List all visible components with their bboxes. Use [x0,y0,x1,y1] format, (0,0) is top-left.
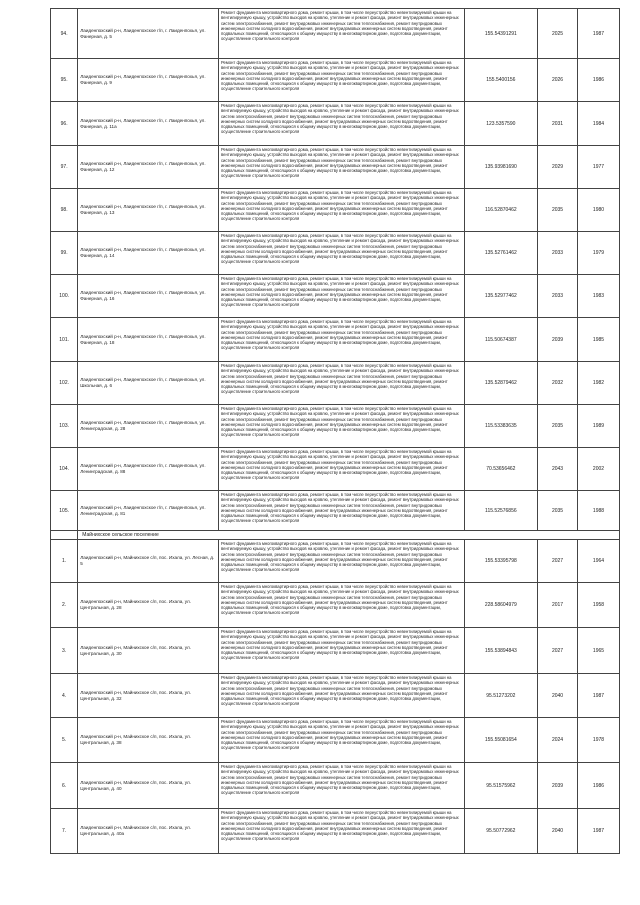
row-address: Лаиденпохский р-н, Лаиденпохское г/п, г. Лаиденпохья, ул. Фанерная, д. 5 [78,9,219,59]
row-build-year: 1986 [577,59,619,102]
row-plan-year: 2033 [538,232,578,275]
table-row [51,540,620,583]
row-work-description: Ремонт фундамента многоквартирного дома, ремонт крыши, в том числе переустройство невентилируемой крыши на вентилируемую крышу, устройство выходов на кровлю, утепление и ремонт фасада, ремонт внутридомовых инженерных систем электроснабжения, ремонт внутридомовых инженерных систем теплоснабжения, ремонт внутридомовых инженерных систем холодного водоснабжения, ремонт внутридомовых инженерных систем водоотведения, ремонт подвальных помещений, относящихся к общему имуществу в многоквартирном доме, подготовка документации, осуществление строительного контроля [218,102,464,146]
row-address: Лаиденпохский р-н, Лаиденпохское г/п, г. Лаиденпохья, ул. Фанерная, д. 18 [78,318,219,362]
row-build-year: 1987 [577,674,619,718]
row-work-description: Ремонт фундамента многоквартирного дома, ремонт крыши, в том числе переустройство невентилируемой крыши на вентилируемую крышу, устройство выходов на кровлю, утепление и ремонт фасада, ремонт внутридомовых инженерных систем электроснабжения, ремонт внутридомовых инженерных систем теплоснабжения, ремонт внутридомовых инженерных систем холодного водоснабжения, ремонт внутридомовых инженерных систем водоотведения, ремонт подвальных помещений, относящихся к общему имуществу в многоквартирном доме, подготовка документации, осуществление строительного контроля [218,405,464,448]
row-address: Лаиденпохский р-н, Лаиденпохское г/п, г. Лаиденпохья, ул. Фанерная, д. 11а [78,102,219,146]
table-row [51,275,620,318]
row-work-description: Ремонт фундамента многоквартирного дома, ремонт крыши, в том числе переустройство невентилируемой крыши на вентилируемую крышу, устройство выходов на кровлю, утепление и ремонт фасада, ремонт внутридомовых инженерных систем электроснабжения, ремонт внутридомовых инженерных систем теплоснабжения, ремонт внутридомовых инженерных систем холодного водоснабжения, ремонт внутридомовых инженерных систем водоотведения, ремонт подвальных помещений, относящихся к общему имуществу в многоквартирном доме, подготовка документации, осуществление строительного контроля [218,146,464,189]
row-number: 99. [51,232,78,275]
row-address: Лаиденпохский р-н, Лаиденпохское г/п, г. Лаиденпохья, ул. Школьная, д. 6 [78,362,219,405]
table-row [51,232,620,275]
row-cost: 155.53894843 [464,628,537,674]
row-work-description: Ремонт фундамента многоквартирного дома, ремонт крыши, в том числе переустройство невентилируемой крыши на вентилируемую крышу, устройство выходов на кровлю, утепление и ремонт фасада, ремонт внутридомовых инженерных систем электроснабжения, ремонт внутридомовых инженерных систем теплоснабжения, ремонт внутридомовых инженерных систем холодного водоснабжения, ремонт внутридомовых инженерных систем водоотведения, ремонт подвальных помещений, относящихся к общему имуществу в многоквартирном доме, подготовка документации, осуществление строительного контроля [218,583,464,628]
table-row [51,628,620,674]
row-cost: 115.50674387 [464,318,537,362]
table-row [51,102,620,146]
table-row [51,362,620,405]
row-plan-year: 2043 [538,448,578,491]
table-row [51,318,620,362]
row-work-description: Ремонт фундамента многоквартирного дома, ремонт крыши, в том числе переустройство невентилируемой крыши на вентилируемую крышу, устройство выходов на кровлю, утепление и ремонт фасада, ремонт внутридомовых инженерных систем электроснабжения, ремонт внутридомовых инженерных систем теплоснабжения, ремонт внутридомовых инженерных систем холодного водоснабжения, ремонт внутридомовых инженерных систем водоотведения, ремонт подвальных помещений, относящихся к общему имуществу в многоквартирном доме, подготовка документации, осуществление строительного контроля [218,59,464,102]
row-number: 98. [51,189,78,232]
row-build-year: 1987 [577,9,619,59]
section-label: Майнихское сельское поселение [78,531,620,540]
row-build-year: 1965 [577,628,619,674]
row-build-year: 1978 [577,718,619,763]
row-work-description: Ремонт фундамента многоквартирного дома, ремонт крыши, в том числе переустройство невентилируемой крыши на вентилируемую крышу, устройство выходов на кровлю, утепление и ремонт фасада, ремонт внутридомовых инженерных систем электроснабжения, ремонт внутридомовых инженерных систем теплоснабжения, ремонт внутридомовых инженерных систем холодного водоснабжения, ремонт внутридомовых инженерных систем водоотведения, ремонт подвальных помещений, относящихся к общему имуществу в многоквартирном доме, подготовка документации, осуществление строительного контроля [218,763,464,809]
row-cost: 115.53383635 [464,405,537,448]
row-plan-year: 2039 [538,318,578,362]
row-address: Лаиденпохский р-н, Лаиденпохское г/п, г. Лаиденпохья, ул. Ленинградская, д. 81 [78,491,219,531]
row-cost: 95.50772962 [464,809,537,854]
row-work-description: Ремонт фундамента многоквартирного дома, ремонт крыши, в том числе переустройство невентилируемой крыши на вентилируемую крышу, устройство выходов на кровлю, утепление и ремонт фасада, ремонт внутридомовых инженерных систем электроснабжения, ремонт внутридомовых инженерных систем теплоснабжения, ремонт внутридомовых инженерных систем холодного водоснабжения, ремонт внутридомовых инженерных систем водоотведения, ремонт подвальных помещений, относящихся к общему имуществу в многоквартирном доме, подготовка документации, осуществление строительного контроля [218,540,464,583]
row-address: Лаиденпохский р-н, Майнихское с/п, пос. Ихала, ул. Центральная, д. 32 [78,674,219,718]
row-address: Лаиденпохский р-н, Майнихское с/п, пос. Ихала, ул. Центральная, д. 38 [78,718,219,763]
row-build-year: 1980 [577,189,619,232]
table-body-mainihskoe [51,540,620,854]
row-cost: 155.5400156 [464,59,537,102]
row-address: Лаиденпохский р-н, Майнихское с/п, пос. Ихала, ул. Центральная, д. 28 [78,583,219,628]
row-number: 103. [51,405,78,448]
row-number: 94. [51,9,78,59]
row-cost: 95.51575962 [464,763,537,809]
row-address: Лаиденпохский р-н, Лаиденпохское г/п, г. Лаиденпохья, ул. Фанерная, д. 14 [78,232,219,275]
table-row [51,674,620,718]
row-work-description: Ремонт фундамента многоквартирного дома, ремонт крыши, в том числе переустройство невентилируемой крыши на вентилируемую крышу, устройство выходов на кровлю, утепление и ремонт фасада, ремонт внутридомовых инженерных систем электроснабжения, ремонт внутридомовых инженерных систем теплоснабжения, ремонт внутридомовых инженерных систем холодного водоснабжения, ремонт внутридомовых инженерных систем водоотведения, ремонт подвальных помещений, относящихся к общему имуществу в многоквартирном доме, подготовка документации, осуществление строительного контроля [218,491,464,531]
row-address: Лаиденпохский р-н, Лаиденпохское г/п, г. Лаиденпохья, ул. Фанерная, д. 13 [78,189,219,232]
row-cost: 228.58604979 [464,583,537,628]
row-address: Лаиденпохский р-н, Лаиденпохское г/п, г. Лаиденпохья, ул. Фанерная, д. 12 [78,146,219,189]
row-build-year: 1984 [577,102,619,146]
table-row [51,146,620,189]
row-address: Лаиденпохский р-н, Лаиденпохское г/п, г. Лаиденпохья, ул. Фанерная, д. 16 [78,275,219,318]
row-plan-year: 2035 [538,491,578,531]
table-section-header [51,531,620,540]
row-plan-year: 2040 [538,674,578,718]
row-work-description: Ремонт фундамента многоквартирного дома, ремонт крыши, в том числе переустройство невентилируемой крыши на вентилируемую крышу, устройство выходов на кровлю, утепление и ремонт фасада, ремонт внутридомовых инженерных систем электроснабжения, ремонт внутридомовых инженерных систем теплоснабжения, ремонт внутридомовых инженерных систем холодного водоснабжения, ремонт внутридомовых инженерных систем водоотведения, ремонт подвальных помещений, относящихся к общему имуществу в многоквартирном доме, подготовка документации, осуществление строительного контроля [218,232,464,275]
row-number: 101. [51,318,78,362]
row-build-year: 1983 [577,275,619,318]
row-number: 100. [51,275,78,318]
row-work-description: Ремонт фундамента многоквартирного дома, ремонт крыши, в том числе переустройство невентилируемой крыши на вентилируемую крышу, устройство выходов на кровлю, утепление и ремонт фасада, ремонт внутридомовых инженерных систем электроснабжения, ремонт внутридомовых инженерных систем теплоснабжения, ремонт внутридомовых инженерных систем холодного водоснабжения, ремонт внутридомовых инженерных систем водоотведения, ремонт подвальных помещений, относящихся к общему имуществу в многоквартирном доме, подготовка документации, осуществление строительного контроля [218,189,464,232]
row-work-description: Ремонт фундамента многоквартирного дома, ремонт крыши, в том числе переустройство невентилируемой крыши на вентилируемую крышу, устройство выходов на кровлю, утепление и ремонт фасада, ремонт внутридомовых инженерных систем электроснабжения, ремонт внутридомовых инженерных систем теплоснабжения, ремонт внутридомовых инженерных систем холодного водоснабжения, ремонт внутридомовых инженерных систем водоотведения, ремонт подвальных помещений, относящихся к общему имуществу в многоквартирном доме, подготовка документации, осуществление строительного контроля [218,674,464,718]
row-build-year: 1977 [577,146,619,189]
row-work-description: Ремонт фундамента многоквартирного дома, ремонт крыши, в том числе переустройство невентилируемой крыши на вентилируемую крышу, устройство выходов на кровлю, утепление и ремонт фасада, ремонт внутридомовых инженерных систем электроснабжения, ремонт внутридомовых инженерных систем теплоснабжения, ремонт внутридомовых инженерных систем холодного водоснабжения, ремонт внутридомовых инженерных систем водоотведения, ремонт подвальных помещений, относящихся к общему имуществу в многоквартирном доме, подготовка документации, осуществление строительного контроля [218,9,464,59]
row-cost: 116.52870462 [464,189,537,232]
table-body-lahdenpohja [51,9,620,531]
row-build-year: 1989 [577,405,619,448]
table-row [51,9,620,59]
row-plan-year: 2027 [538,540,578,583]
table-row [51,59,620,102]
table-row [51,448,620,491]
row-cost: 135.52761462 [464,232,537,275]
row-address: Лаиденпохский р-н, Лаиденпохское г/п, г. Лаиденпохья, ул. Фанерная, д. 9 [78,59,219,102]
row-work-description: Ремонт фундамента многоквартирного дома, ремонт крыши, в том числе переустройство невентилируемой крыши на вентилируемую крышу, устройство выходов на кровлю, утепление и ремонт фасада, ремонт внутридомовых инженерных систем электроснабжения, ремонт внутридомовых инженерных систем теплоснабжения, ремонт внутридомовых инженерных систем холодного водоснабжения, ремонт внутридомовых инженерных систем водоотведения, ремонт подвальных помещений, относящихся к общему имуществу в многоквартирном доме, подготовка документации, осуществление строительного контроля [218,275,464,318]
row-plan-year: 2031 [538,102,578,146]
row-build-year: 1987 [577,809,619,854]
row-plan-year: 2029 [538,146,578,189]
row-plan-year: 2039 [538,763,578,809]
row-work-description: Ремонт фундамента многоквартирного дома, ремонт крыши, в том числе переустройство невентилируемой крыши на вентилируемую крышу, устройство выходов на кровлю, утепление и ремонт фасада, ремонт внутридомовых инженерных систем электроснабжения, ремонт внутридомовых инженерных систем теплоснабжения, ремонт внутридомовых инженерных систем холодного водоснабжения, ремонт внутридомовых инженерных систем водоотведения, ремонт подвальных помещений, относящихся к общему имуществу в многоквартирном доме, подготовка документации, осуществление строительного контроля [218,362,464,405]
table-row [51,583,620,628]
row-plan-year: 2033 [538,275,578,318]
row-build-year: 1964 [577,540,619,583]
row-cost: 135.93981690 [464,146,537,189]
row-cost: 135.52977462 [464,275,537,318]
row-number: 5. [51,718,78,763]
table-row [51,809,620,854]
row-number: 97. [51,146,78,189]
row-number: 7. [51,809,78,854]
row-plan-year: 2027 [538,628,578,674]
row-cost: 95.51273202 [464,674,537,718]
row-number: 1. [51,540,78,583]
table-row [51,718,620,763]
row-build-year: 1958 [577,583,619,628]
section-row [51,531,620,540]
row-work-description: Ремонт фундамента многоквартирного дома, ремонт крыши, в том числе переустройство невентилируемой крыши на вентилируемую крышу, устройство выходов на кровлю, утепление и ремонт фасада, ремонт внутридомовых инженерных систем электроснабжения, ремонт внутридомовых инженерных систем теплоснабжения, ремонт внутридомовых инженерных систем холодного водоснабжения, ремонт внутридомовых инженерных систем водоотведения, ремонт подвальных помещений, относящихся к общему имуществу в многоквартирном доме, подготовка документации, осуществление строительного контроля [218,628,464,674]
row-cost: 115.52576856 [464,491,537,531]
row-number: 2. [51,583,78,628]
row-number: 4. [51,674,78,718]
row-work-description: Ремонт фундамента многоквартирного дома, ремонт крыши, в том числе переустройство невентилируемой крыши на вентилируемую крышу, устройство выходов на кровлю, утепление и ремонт фасада, ремонт внутридомовых инженерных систем электроснабжения, ремонт внутридомовых инженерных систем теплоснабжения, ремонт внутридомовых инженерных систем холодного водоснабжения, ремонт внутридомовых инженерных систем водоотведения, ремонт подвальных помещений, относящихся к общему имуществу в многоквартирном доме, подготовка документации, осуществление строительного контроля [218,718,464,763]
row-plan-year: 2035 [538,189,578,232]
row-build-year: 1979 [577,232,619,275]
row-cost: 70.53656462 [464,448,537,491]
row-number: 6. [51,763,78,809]
row-work-description: Ремонт фундамента многоквартирного дома, ремонт крыши, в том числе переустройство невентилируемой крыши на вентилируемую крышу, устройство выходов на кровлю, утепление и ремонт фасада, ремонт внутридомовых инженерных систем электроснабжения, ремонт внутридомовых инженерных систем теплоснабжения, ремонт внутридомовых инженерных систем холодного водоснабжения, ремонт внутридомовых инженерных систем водоотведения, ремонт подвальных помещений, относящихся к общему имуществу в многоквартирном доме, подготовка документации, осуществление строительного контроля [218,448,464,491]
program-table-sheet [50,8,620,898]
row-build-year: 1988 [577,491,619,531]
row-plan-year: 2032 [538,362,578,405]
row-number: 96. [51,102,78,146]
row-cost: 155.53395798 [464,540,537,583]
row-build-year: 1985 [577,318,619,362]
program-table [50,8,620,854]
row-plan-year: 2024 [538,718,578,763]
row-build-year: 1982 [577,362,619,405]
row-address: Лаиденпохский р-н, Лаиденпохское г/п, г. Лаиденпохья, ул. Ленинградская, д. 28 [78,405,219,448]
row-cost: 135.52879462 [464,362,537,405]
row-build-year: 2002 [577,448,619,491]
row-plan-year: 2025 [538,9,578,59]
table-row [51,189,620,232]
row-number: 95. [51,59,78,102]
row-plan-year: 2040 [538,809,578,854]
row-address: Лаиденпохский р-н, Майнихское с/п, пос. Ихала, ул. Центральная, д. 30 [78,628,219,674]
table-row [51,491,620,531]
row-number: 105. [51,491,78,531]
row-cost: 123.5357590 [464,102,537,146]
row-number: 3. [51,628,78,674]
row-address: Лаиденпохский р-н, Майнихское с/п, пос. Ихала, ул. Центральная, д. 40а [78,809,219,854]
row-cost: 155.55081654 [464,718,537,763]
row-plan-year: 2035 [538,405,578,448]
row-plan-year: 2026 [538,59,578,102]
row-work-description: Ремонт фундамента многоквартирного дома, ремонт крыши, в том числе переустройство невентилируемой крыши на вентилируемую крышу, устройство выходов на кровлю, утепление и ремонт фасада, ремонт внутридомовых инженерных систем электроснабжения, ремонт внутридомовых инженерных систем теплоснабжения, ремонт внутридомовых инженерных систем холодного водоснабжения, ремонт внутридомовых инженерных систем водоотведения, ремонт подвальных помещений, относящихся к общему имуществу в многоквартирном доме, подготовка документации, осуществление строительного контроля [218,318,464,362]
row-address: Лаиденпохский р-н, Майнихское с/п, пос. Ихала, ул. Лесная, д. 5 [78,540,219,583]
row-number: 104. [51,448,78,491]
row-address: Лаиденпохский р-н, Майнихское с/п, пос. Ихала, ул. Центральная, д. 40 [78,763,219,809]
row-address: Лаиденпохский р-н, Лаиденпохское г/п, г. Лаиденпохья, ул. Ленинградская, д. 88 [78,448,219,491]
row-work-description: Ремонт фундамента многоквартирного дома, ремонт крыши, в том числе переустройство невентилируемой крыши на вентилируемую крышу, устройство выходов на кровлю, утепление и ремонт фасада, ремонт внутридомовых инженерных систем электроснабжения, ремонт внутридомовых инженерных систем теплоснабжения, ремонт внутридомовых инженерных систем холодного водоснабжения, ремонт внутридомовых инженерных систем водоотведения, ремонт подвальных помещений, относящихся к общему имуществу в многоквартирном доме, подготовка документации, осуществление строительного контроля [218,809,464,854]
row-number: 102. [51,362,78,405]
table-row [51,763,620,809]
table-row [51,405,620,448]
row-cost: 155.54391291 [464,9,537,59]
row-build-year: 1986 [577,763,619,809]
row-plan-year: 2017 [538,583,578,628]
